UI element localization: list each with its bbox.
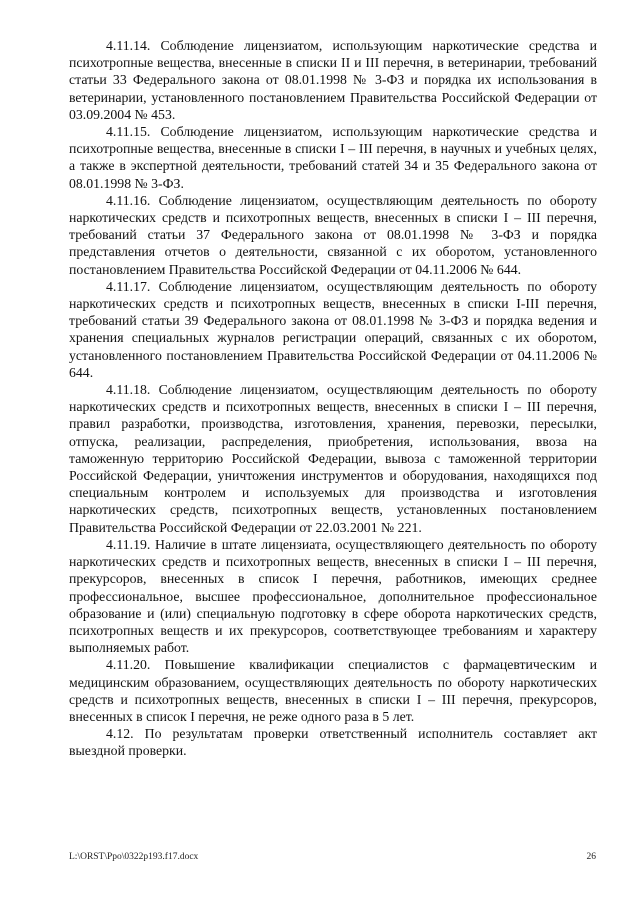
document-body (69, 37, 597, 760)
page-footer (69, 852, 596, 862)
paragraph-4-11-18: 4.11.18. Соблюдение лицензиатом, осуществляющим деятельность по обороту наркотических средств и психотропных веществ, внесенных в списки I – III перечня, правил разработки, производства, изготовления, хранения, перевозки, пересылки, отпуска, реализации, распределения, приобретения, использования, ввоза на таможенную территорию Российской Федерации, вывоза с таможенной территории Российской Федерации, уничтожения инструментов и оборудования, находящихся под специальным контролем и используемых для производства и изготовления наркотических средств, психотропных веществ, установленных постановлением Правительства Российской Федерации от 22.03.2001 № 221. (69, 382, 597, 535)
page-number: 26 (586, 852, 596, 862)
paragraph-4-12: 4.12. По результатам проверки ответственный исполнитель составляет акт выездной проверки. (69, 726, 597, 759)
paragraph-4-11-17: 4.11.17. Соблюдение лицензиатом, осуществляющим деятельность по обороту наркотических средств и психотропных веществ, внесенных в списки I-III перечня, требований статьи 39 Федерального закона от 08.01.1998 № 3-ФЗ и порядка ведения и хранения специальных журналов регистрации операций, связанных с их оборотом, установленного постановлением Правительства Российской Федерации от 04.11.2006 № 644. (69, 278, 597, 380)
paragraph-4-11-15: 4.11.15. Соблюдение лицензиатом, использующим наркотические средства и психотропные вещества, внесенные в списки I – III перечня, в научных и учебных целях, а также в экспертной деятельности, требований статей 34 и 35 Федерального закона от 08.01.1998 № 3-ФЗ. (69, 124, 597, 191)
paragraph-4-11-19: 4.11.19. Наличие в штате лицензиата, осуществляющего деятельность по обороту наркотических средств и психотропных веществ, внесенных в списки I – III перечня, прекурсоров, внесенных в список I перечня, работников, имеющих среднее профессиональное, высшее профессиональное, дополнительное профессиональное образование и (или) специальную подготовку в сфере оборота наркотических средств, психотропных веществ и их прекурсоров, соответствующее требованиям и характеру выполняемых работ. (69, 536, 597, 656)
paragraph-4-11-20: 4.11.20. Повышение квалификации специалистов с фармацевтическим и медицинским образованием, осуществляющих деятельность по обороту наркотических средств и психотропных веществ, внесенных в списки I – III перечня, прекурсоров, внесенных в список I перечня, не реже одного раза в 5 лет. (69, 657, 597, 724)
footer-file-path: L:\ORST\Ppo\0322p193.f17.docx (69, 852, 199, 862)
paragraph-4-11-16: 4.11.16. Соблюдение лицензиатом, осуществляющим деятельность по обороту наркотических средств и психотропных веществ, внесенных в списки I – III перечня, требований статьи 37 Федерального закона от 08.01.1998 № 3-ФЗ и порядка представления отчетов о деятельности, связанной с их оборотом, установленного постановлением Правительства Российской Федерации от 04.11.2006 № 644. (69, 192, 597, 277)
paragraph-4-11-14: 4.11.14. Соблюдение лицензиатом, использующим наркотические средства и психотропные вещества, внесенные в списки II и III перечня, в ветеринарии, требований статьи 33 Федерального закона от 08.01.1998 № 3-ФЗ и порядка их использования в ветеринарии, установленного постановлением Правительства Российской Федерации от 03.09.2004 № 453. (69, 38, 597, 122)
